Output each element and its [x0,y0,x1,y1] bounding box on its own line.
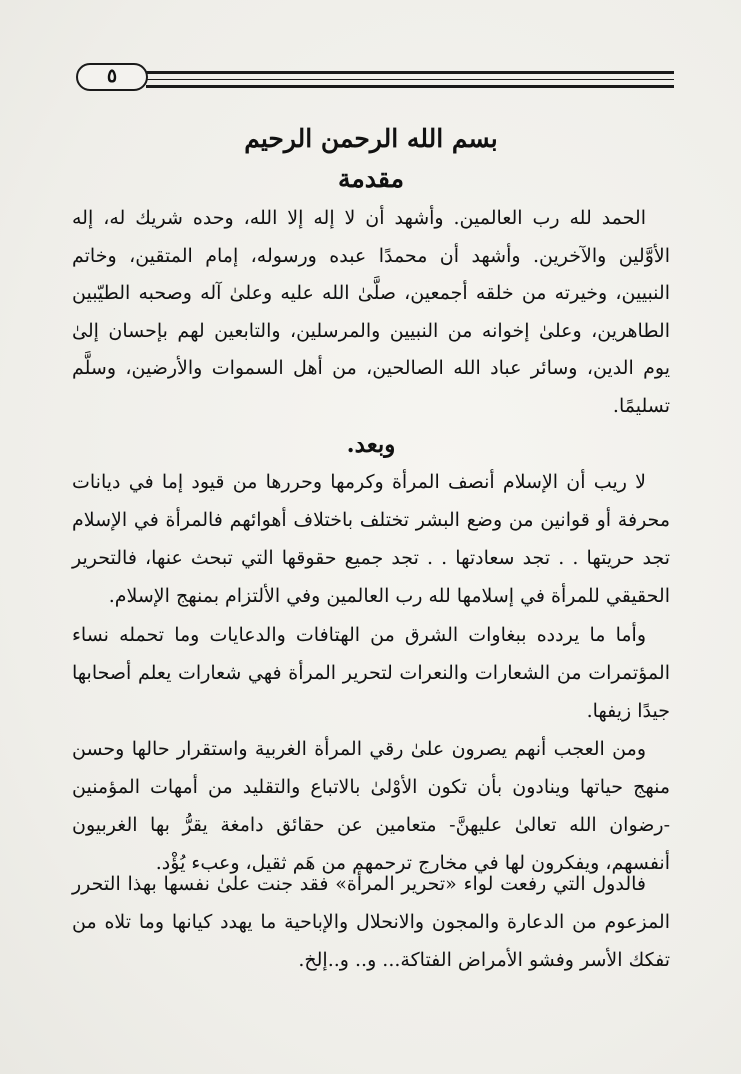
intro-paragraph [72,200,670,425]
header-rule-bottom [146,85,674,88]
page-number: ٥ [76,63,148,91]
paragraph-text: وأما ما يردده ببغاوات الشرق من الهتافات والدعايات وما تحمله نساء المؤتمرات من الشعارات والنعرات لتحرير المرأة فهي شعارات يعلم أصحابها جيدًا زيفها. [72,624,670,722]
paragraph-3 [72,730,670,882]
paragraph-text: ومن العجب أنهم يصرون علىٰ رقي المرأة الغربية واستقرار حالها وحسن منهج حياتها وينادون بأن تكون الأوْلىٰ بالاتباع والتقليد من أمهات المؤمنين -رضوان الله تعالىٰ عليهنَّ- متعامين عن حقائق دامغة يقرُّ بها الغربيون أنفسهم، ويفكرون لها في مخارج ترحمهم من هَم ثقيل، وعبء يُؤْد. [72,738,670,874]
basmala: بسم الله الرحمن الرحيم [244,124,498,153]
section-heading: مقدمة [338,164,404,193]
paragraph-4 [72,865,670,979]
paragraph-2 [72,616,670,730]
paragraph-1 [72,463,670,615]
page-header [76,62,674,92]
paragraph-text: لا ريب أن الإسلام أنصف المرأة وكرمها وحررها من قيود إما في ديانات محرفة أو قوانين من وضع البشر تختلف باختلاف أهوائهم فالمرأة في الإسلام تجد حريتها . . تجد سعادتها . . تجد جميع حقوقها التي تبحث عنها، فالتحرير الحقيقي للمرأة في إسلامها لله رب العالمين وفي الألتزام بمنهج الإسلام. [72,471,670,607]
wabad-heading: وبعد. [346,431,396,458]
header-rule-middle [146,79,674,80]
paragraph-text: فالدول التي رفعت لواء «تحرير المرأة» فقد جنت علىٰ نفسها بهذا التحرر المزعوم من الدعارة والمجون والانحلال والإباحية ما يهدد كيانها وما تلاه من تفكك الأسر وفشو الأمراض الفتاكة... و.. و..إلخ. [72,873,670,971]
header-rule-top [146,71,674,74]
intro-paragraph-text: الحمد لله رب العالمين. وأشهد أن لا إله إلا الله، وحده شريك له، إله الأوَّلين والآخرين. وأشهد أن محمدًا عبده ورسوله، إمام المتقين، وخاتم النبيين، وخيرته من خلقه أجمعين، صلَّىٰ الله عليه وعلىٰ آله وصحبه الطيّبين الطاهرين، وعلىٰ إخوانه من النبيين والمرسلين، والتابعين لهم بإحسان إلىٰ يوم الدين، وسائر عباد الله الصالحين، من أهل السموات والأرضين، وسلَّم تسليمًا. [72,207,670,417]
